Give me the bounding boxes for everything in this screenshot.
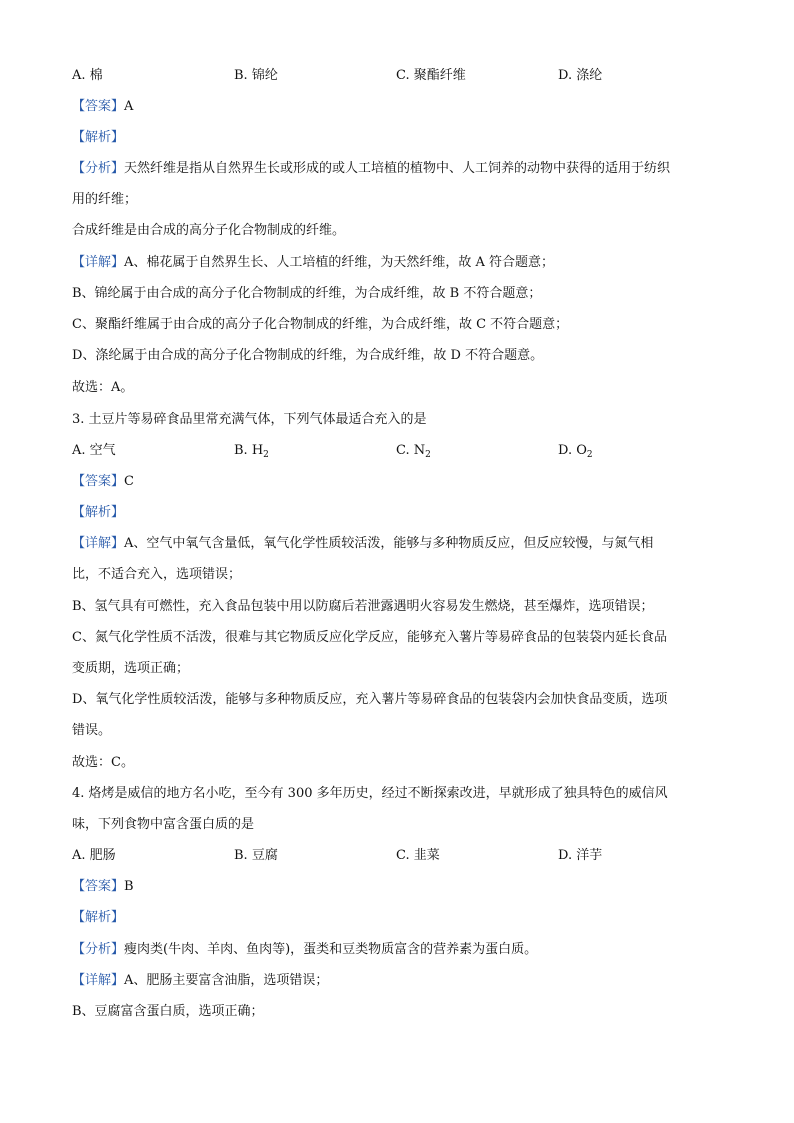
q3-detail-d: D、氧气化学性质较活泼，能够与多种物质反应，充入薯片等易碎食品的包装袋内会加快食品变质，选项	[72, 692, 668, 707]
q3-option-d: D. $O_2$	[558, 443, 593, 460]
q3-analysis-label	[72, 504, 732, 522]
q3-option-a: A. 空气	[72, 443, 116, 458]
analysis-tag: 【解析】	[72, 130, 125, 145]
q3-detail-a-cont: 比，不适合充入，选项错误；	[72, 567, 242, 582]
q2-answer	[72, 98, 732, 116]
q4-analysis-label	[72, 909, 732, 927]
q4-stem: 4. 烙烤是威信的地方名小吃，至今有 300 多年历史，经过不断探索改进，早就形成了独具特色的威信风	[72, 786, 668, 801]
fenxi-text: 瘦肉类(牛肉、羊肉、鱼肉等)，蛋类和豆类物质富含的营养素为蛋白质。	[124, 942, 538, 957]
q3-option-b: B. $H_2$	[234, 443, 269, 460]
answer-tag: 【答案】	[72, 99, 125, 114]
q2-detail	[72, 254, 732, 272]
q4-stem-cont: 味，下列食物中富含蛋白质的是	[72, 817, 255, 832]
answer-tag: 【答案】	[72, 474, 125, 489]
q4-option-b: B. 豆腐	[234, 848, 278, 863]
q4-detail-b: B、豆腐富含蛋白质，选项正确；	[72, 1004, 264, 1019]
q2-option-c: C. 聚酯纤维	[396, 68, 466, 83]
q2-fenxi-synthetic: 合成纤维是由合成的高分子化合物制成的纤维。	[72, 223, 346, 238]
detail-a: A、肥肠主要富含油脂，选项错误；	[124, 973, 329, 988]
answer-value: B	[124, 879, 134, 894]
q2-option-d: D. 涤纶	[558, 68, 603, 83]
q3-answer	[72, 473, 732, 491]
q3-detail	[72, 535, 732, 553]
q3-detail-b: B、氢气具有可燃性，充入食品包装中用以防腐后若泄露遇明火容易发生燃烧，甚至爆炸，选项错误；	[72, 599, 654, 614]
fenxi-text: 天然纤维是指从自然界生长或形成的或人工培植的植物中、人工饲养的动物中获得的适用于纺织	[124, 161, 671, 176]
q4-options	[72, 847, 732, 865]
q2-detail-c: C、聚酯纤维属于由合成的高分子化合物制成的纤维，为合成纤维，故 C 不符合题意；	[72, 317, 569, 332]
q3-option-c: C. $N_2$	[396, 443, 431, 460]
analysis-tag: 【解析】	[72, 910, 125, 925]
q3-choice: 故选：C。	[72, 755, 134, 770]
detail-tag: 【详解】	[72, 536, 125, 551]
q2-detail-b: B、锦纶属于由合成的高分子化合物制成的纤维，为合成纤维，故 B 不符合题意；	[72, 286, 542, 301]
q2-fenxi-cont: 用的纤维；	[72, 192, 138, 207]
fenxi-tag: 【分析】	[72, 161, 125, 176]
q3-options	[72, 442, 732, 460]
answer-value: A	[124, 99, 134, 114]
fenxi-tag: 【分析】	[72, 942, 125, 957]
q4-option-c: C. 韭菜	[396, 848, 440, 863]
q4-fenxi	[72, 941, 732, 959]
q2-option-a: A. 棉	[72, 68, 103, 83]
q2-choice: 故选：A。	[72, 380, 134, 395]
q3-detail-c: C、氮气化学性质不活泼，很难与其它物质反应化学反应，能够充入薯片等易碎食品的包装袋内延长食品	[72, 630, 667, 645]
q3-detail-d-cont: 错误。	[72, 723, 112, 738]
answer-tag: 【答案】	[72, 879, 125, 894]
q2-option-b: B. 锦纶	[234, 68, 278, 83]
q2-detail-d: D、涤纶属于由合成的高分子化合物制成的纤维，为合成纤维，故 D 不符合题意。	[72, 348, 544, 363]
q2-fenxi	[72, 160, 732, 178]
q4-detail	[72, 972, 732, 990]
detail-a: A、空气中氧气含量低，氧气化学性质较活泼，能够与多种物质反应，但反应较慢，与氮气相	[124, 536, 654, 551]
detail-a: A、棉花属于自然界生长、人工培植的纤维，为天然纤维，故 A 符合题意；	[124, 255, 555, 270]
q4-option-a: A. 肥肠	[72, 848, 116, 863]
answer-value: C	[124, 474, 134, 489]
q3-stem: 3. 土豆片等易碎食品里常充满气体，下列气体最适合充入的是	[72, 412, 427, 427]
q2-options	[72, 67, 732, 85]
q4-answer	[72, 878, 732, 896]
detail-tag: 【详解】	[72, 973, 125, 988]
q3-detail-c-cont: 变质期，选项正确；	[72, 661, 190, 676]
analysis-tag: 【解析】	[72, 505, 125, 520]
q2-analysis-label	[72, 129, 732, 147]
detail-tag: 【详解】	[72, 255, 125, 270]
q4-option-d: D. 洋芋	[558, 848, 603, 863]
